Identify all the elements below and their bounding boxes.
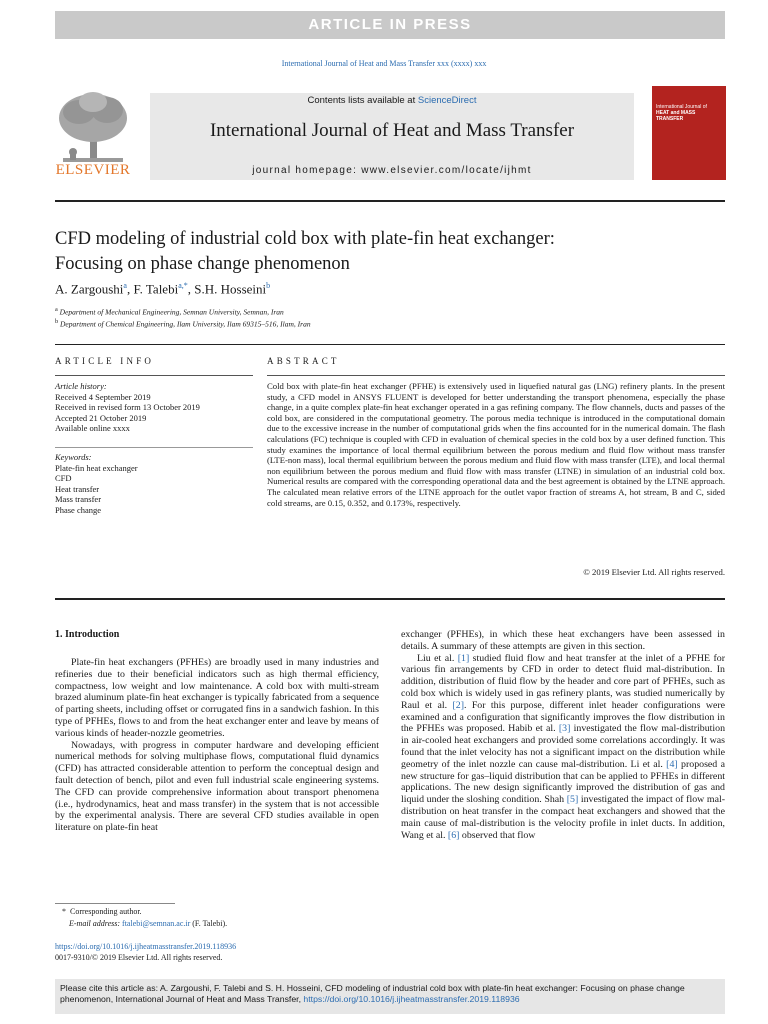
corresponding-author-note <box>62 907 142 917</box>
title-line-1: CFD modeling of industrial cold box with plate-fin heat exchanger: <box>55 229 555 249</box>
abstract-copyright: © 2019 Elsevier Ltd. All rights reserved. <box>583 567 725 577</box>
author-name[interactable]: A. Zargoushi <box>55 281 124 297</box>
intro-paragraph: Plate-fin heat exchangers (PFHEs) are broadly used in many industries and refineries due to their beneficial indicators such as high thermal efficiency, compactness, low weight and low maintenance. A cold box with multi-stream brazed aluminum plate-fin heat exchanger is typically fabricated from a sequence of parting sheets, including offset or corrugated fins in a sandwich fashion. In this type of PFHEs, flows to and from the heat exchanger enter and leave by means of various kinds of header-nozzle geometries. <box>55 657 379 739</box>
corresponding-author-label: Corresponding author. <box>70 907 142 916</box>
journal-cover-text <box>656 104 722 122</box>
intro-paragraph <box>401 653 725 842</box>
abstract-heading: ABSTRACT <box>267 356 340 366</box>
keyword-item: Phase change <box>55 504 102 515</box>
article-title <box>55 227 725 277</box>
elsevier-logo <box>53 88 133 182</box>
reference-link[interactable]: [3] <box>558 723 571 735</box>
cite-text: Please cite this article as: A. Zargoushi, F. Talebi and S. H. Hosseini, CFD modeling of industrial cold box with plate-fin heat exchanger: Focusing on phase change phenomenon, International Journal of Heat and Mass Transfer, <box>60 983 685 1004</box>
doi-link[interactable]: https://doi.org/10.1016/j.ijheatmasstransfer.2019.118936 <box>55 942 237 951</box>
cover-line-2: HEAT and MASS <box>656 110 696 116</box>
reference-link[interactable]: [4] <box>666 758 678 770</box>
reference-link[interactable]: [5] <box>566 794 579 806</box>
author-list: A. Zargoushi$^a$, F. Talebi$^{a,*}$, S.H. Hosseini$^b$ <box>55 281 271 297</box>
abstract-text: Cold box with plate-fin heat exchanger (PFHE) is extensively used in liquefied natural gas (LNG) refinery plants. In the present study, a CFD model in ANSYS FLUENT is developed for better understanding the transport phenomena, especially the phase change, in a quite complex plate-fin heat exchanger operated in a gas refining company. The flow channels, ducts and passes of the cold box, are considered in the computational geometry. The porous media technique is introduced in the computational domain due to the excessive increase in the number of computational grids when the fins accounted for in the numerical domain. The flash calculations (FC) technique is coupled with CFD in evaluation of chemical species in the cold box by a user defined function. This study examines the importance of local thermal equilibrium between the porous medium and fluid flow without mass transfer (LTE-non mass), local thermal equilibrium between the porous medium and fluid flow with mass transfer (LTE), and local thermal non equilibrium between the porous medium and fluid flow with mass transfer (LTNE) in simulation of an industrial cold box. Numerical results are compared with the corresponding operational data and the best agreement is obtained by the LTNE approach. The calculated mean relative errors of the LTNE approach for the outlet vapor fraction of streams A, hot stream, B and C, sided cold streams, are 0.15, 0.352, and 0.173%, respectively. <box>267 381 725 508</box>
introduction-heading: 1. Introduction <box>55 629 120 640</box>
abstract-bottom-rule <box>55 598 725 600</box>
text-span: studied fluid flow and heat transfer at the inlet of a PFHE for various fin arrangements by CFD in order to detect fluid mal-distribution. In addition, distribution of fluid flow by the header and core part of PFHEs, such as cold box which is widely used in gas refinery plants, was studied numerically by Raul et al. <box>401 652 725 711</box>
email-footnote <box>69 919 227 929</box>
reference-link[interactable]: [2] <box>452 699 464 711</box>
text-span: Liu et al. <box>417 652 458 664</box>
article-info-rule <box>55 375 253 376</box>
article-history-label: Article history: <box>55 381 107 391</box>
footnote-marker: * <box>62 907 66 916</box>
text-span: investigated the flow mal-distribution in air-cooled heat exchangers and provided some correlations accordingly. It was found that the inlet velocity has not a significant impact on the distribution while geometry of the inlet nozzle can cause mal-distribution. Li et al. <box>401 723 726 770</box>
article-in-press-banner: ARTICLE IN PRESS <box>55 11 725 39</box>
affiliation <box>55 318 311 329</box>
author-affiliation-marker[interactable]: a <box>123 281 127 290</box>
history-item: Accepted 21 October 2019 <box>55 412 147 423</box>
reference-link[interactable]: [1] <box>457 652 470 664</box>
history-item: Available online xxxx <box>55 423 130 433</box>
keywords-label: Keywords: <box>55 452 92 462</box>
intro-left-column <box>55 657 379 834</box>
intro-paragraph: Nowadays, with progress in computer hardware and developing efficient numerical methods for solving multiphase flows, computational fluid dynamics (CFD) has attracted considerable attention to perform the conceptual design and fault detection of bench, pilot and even full industrial scale engineering systems. The CFD can provide comprehensive information about transport phenomena (i.e., hydrodynamics, heat and mass transfer) in the system that is not accessible by the experimental analysis. There are several CFD studies available in open literature on plate-fin heat <box>55 739 379 834</box>
text-span: proposed a new structure for gas–liquid distribution that can be applied to PFHEs in different applications. The new design significantly improved the distribution of gas and liquid under the sloshing condition. Shah <box>401 758 725 806</box>
keyword-item: Heat transfer <box>55 483 100 494</box>
keyword-item: CFD <box>55 473 72 483</box>
author-name[interactable]: S.H. Hosseini <box>194 281 267 297</box>
email-link[interactable]: ftalebi@semnan.ac.ir <box>122 919 191 928</box>
journal-cover-image <box>652 86 726 180</box>
journal-name: International Journal of Heat and Mass Transfer <box>209 120 575 141</box>
intro-paragraph: exchanger (PFHEs), in which these heat exchangers have been assessed in details. A summary of these attempts are given in this section. <box>401 629 725 652</box>
history-item: Received in revised form 13 October 2019 <box>55 402 200 412</box>
journal-citation-link[interactable]: International Journal of Heat and Mass Transfer xxx (xxxx) xxx <box>281 59 487 68</box>
affiliation-text: Department of Mechanical Engineering, Semnan University, Semnan, Iran <box>59 307 284 317</box>
cite-this-article-box <box>55 979 725 1014</box>
email-label: E-mail address: <box>69 919 123 928</box>
email-owner: (F. Talebi). <box>190 919 228 928</box>
author-name[interactable]: F. Talebi <box>133 281 179 297</box>
keywords-rule <box>55 447 253 448</box>
cover-line-3: TRANSFER <box>656 116 684 122</box>
intro-right-column <box>401 629 725 841</box>
keyword-item: Plate-fin heat exchanger <box>55 462 138 473</box>
cite-doi-link[interactable]: https://doi.org/10.1016/j.ijheatmasstransfer.2019.118936 <box>303 994 520 1004</box>
affiliation-rule <box>55 344 725 345</box>
title-line-2: Focusing on phase change phenomenon <box>55 254 350 274</box>
contents-prefix: Contents lists available at <box>307 95 418 106</box>
article-history <box>55 381 255 434</box>
sciencedirect-link[interactable]: ScienceDirect <box>417 95 477 106</box>
affiliation-marker: a <box>55 306 58 313</box>
affiliation-marker: b <box>55 318 59 325</box>
article-info-heading: ARTICLE INFO <box>55 356 155 366</box>
text-span: observed that flow <box>459 829 536 841</box>
author-affiliation-marker[interactable]: b <box>266 281 271 290</box>
affiliation-text: Department of Chemical Engineering, Ilam University, Ilam 69315–516, Ilam, Iran <box>60 319 311 329</box>
issn-line: 0017-9310/© 2019 Elsevier Ltd. All rights reserved. <box>55 953 223 962</box>
text-span: investigated the impact of flow mal-distribution on heat transfer in the compact heat exchangers and showed that the main cause of mal-distribution is the velocity profile in inlet ducts. In addition, Wang et al. <box>401 794 725 841</box>
keyword-item: Mass transfer <box>55 494 102 504</box>
text-span: . For this purpose, different inlet header configurations were examined and a configuration that significantly improves the flow distribution in the PFHEs was proposed. Habib et al. <box>401 699 725 735</box>
header-rule <box>55 200 725 202</box>
cover-line-1: International Journal of <box>656 104 707 110</box>
footnote-rule <box>55 903 175 904</box>
abstract-rule <box>267 375 725 376</box>
contents-available-line <box>150 95 634 106</box>
keywords <box>55 452 255 515</box>
reference-link[interactable]: [6] <box>447 829 460 841</box>
author-affiliation-marker[interactable]: a,* <box>178 281 188 290</box>
history-item: Received 4 September 2019 <box>55 391 151 402</box>
affiliation <box>55 306 284 317</box>
journal-homepage[interactable]: journal homepage: www.elsevier.com/locate/ijhmt <box>252 165 532 176</box>
publisher-name: ELSEVIER <box>55 162 131 178</box>
